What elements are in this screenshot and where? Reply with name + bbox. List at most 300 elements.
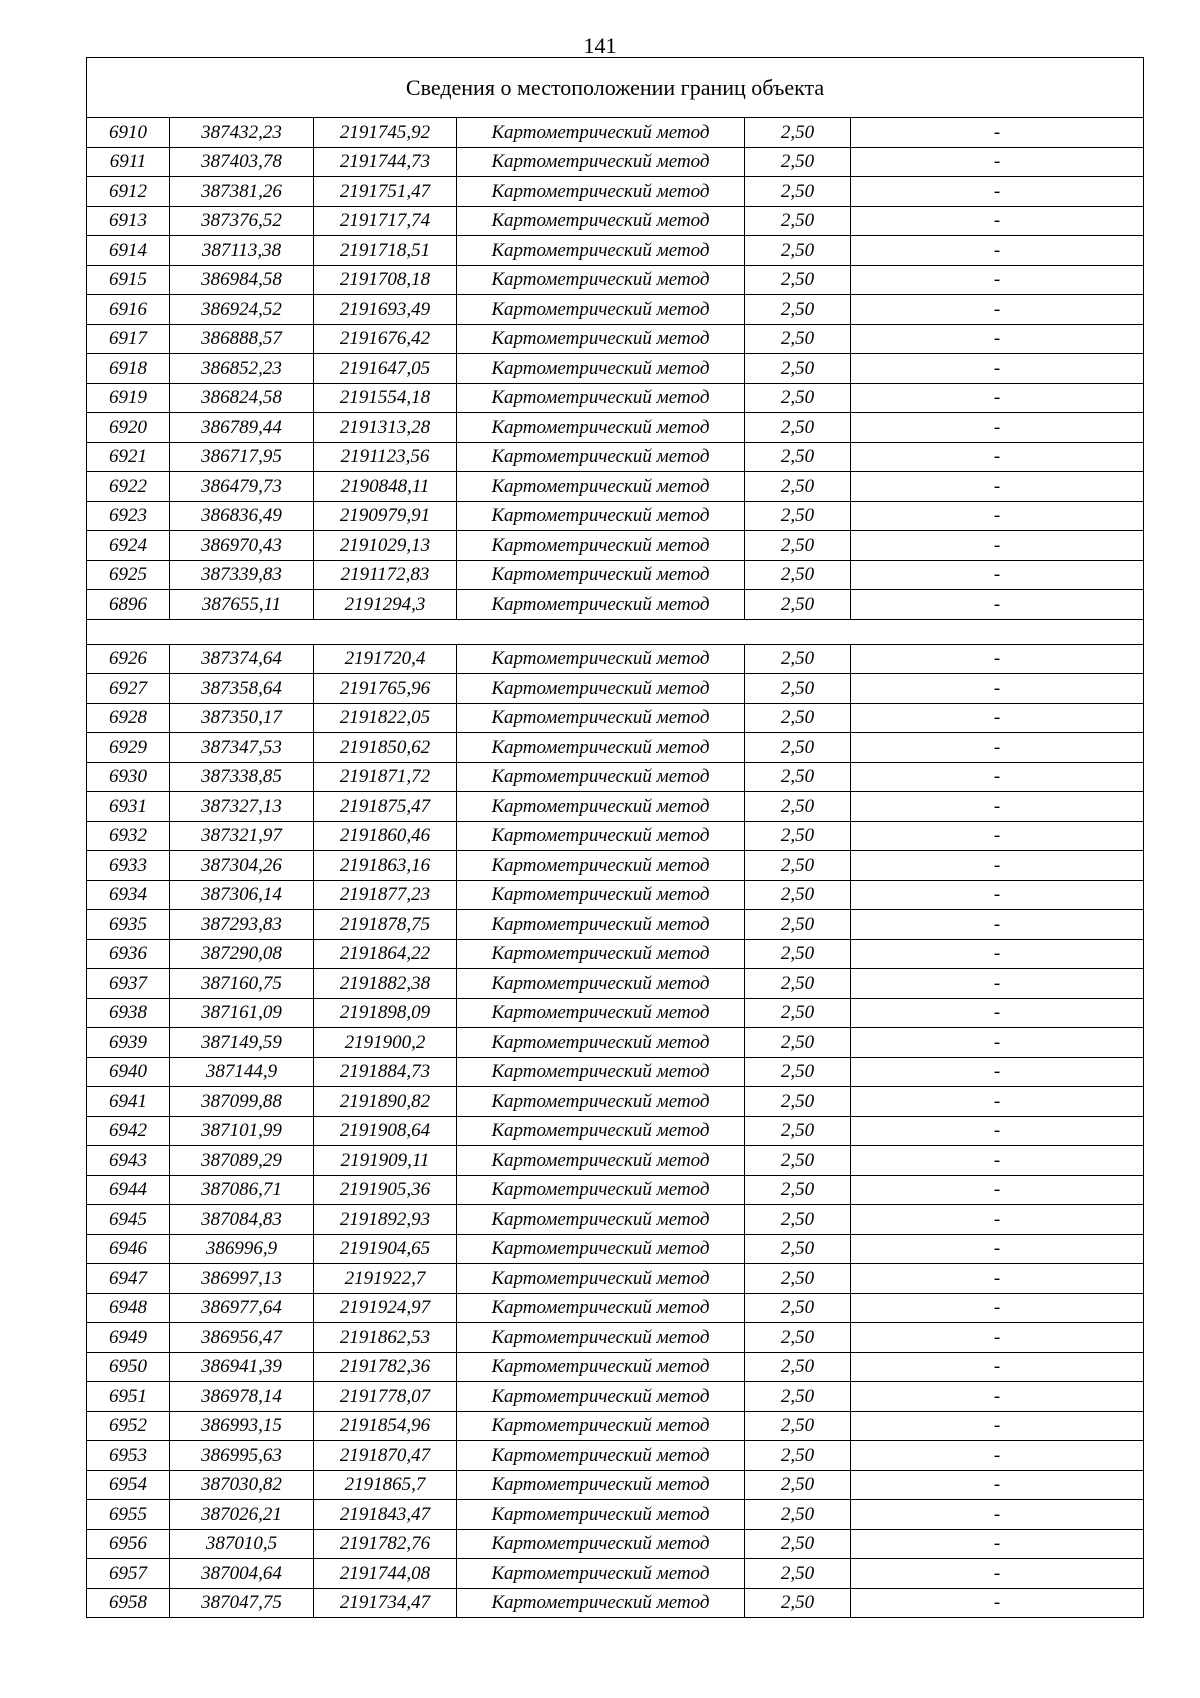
method-cell: Картометрический метод: [457, 1588, 745, 1618]
method-cell: Картометрический метод: [457, 1057, 745, 1087]
precision-cell: 2,50: [745, 762, 851, 792]
precision-cell: 2,50: [745, 472, 851, 502]
y-coordinate-cell: 2191900,2: [314, 1028, 457, 1058]
y-coordinate-cell: 2191908,64: [314, 1116, 457, 1146]
description-cell: -: [851, 1382, 1144, 1412]
y-coordinate-cell: 2191863,16: [314, 851, 457, 881]
description-cell: -: [851, 1559, 1144, 1589]
method-cell: Картометрический метод: [457, 1205, 745, 1235]
method-cell: Картометрический метод: [457, 501, 745, 531]
x-coordinate-cell: 387084,83: [170, 1205, 314, 1235]
y-coordinate-cell: 2191123,56: [314, 442, 457, 472]
x-coordinate-cell: 386924,52: [170, 295, 314, 325]
point-number-cell: 6926: [87, 644, 170, 674]
x-coordinate-cell: 387026,21: [170, 1500, 314, 1530]
method-cell: Картометрический метод: [457, 644, 745, 674]
precision-cell: 2,50: [745, 177, 851, 207]
description-cell: -: [851, 147, 1144, 177]
method-cell: Картометрический метод: [457, 295, 745, 325]
precision-cell: 2,50: [745, 998, 851, 1028]
x-coordinate-cell: 387358,64: [170, 674, 314, 704]
y-coordinate-cell: 2191909,11: [314, 1146, 457, 1176]
y-coordinate-cell: 2191720,4: [314, 644, 457, 674]
x-coordinate-cell: 387304,26: [170, 851, 314, 881]
point-number-cell: 6918: [87, 354, 170, 384]
method-cell: Картометрический метод: [457, 324, 745, 354]
table-row: [87, 644, 1144, 674]
method-cell: Картометрический метод: [457, 413, 745, 443]
y-coordinate-cell: 2191892,93: [314, 1205, 457, 1235]
method-cell: Картометрический метод: [457, 118, 745, 148]
point-number-cell: 6932: [87, 821, 170, 851]
method-cell: Картометрический метод: [457, 265, 745, 295]
y-coordinate-cell: 2191843,47: [314, 1500, 457, 1530]
x-coordinate-cell: 387655,11: [170, 590, 314, 620]
point-number-cell: 6927: [87, 674, 170, 704]
precision-cell: 2,50: [745, 733, 851, 763]
description-cell: -: [851, 1352, 1144, 1382]
y-coordinate-cell: 2191884,73: [314, 1057, 457, 1087]
method-cell: Картометрический метод: [457, 1264, 745, 1294]
precision-cell: 2,50: [745, 1411, 851, 1441]
table-row: [87, 939, 1144, 969]
y-coordinate-cell: 2190979,91: [314, 501, 457, 531]
point-number-cell: 6929: [87, 733, 170, 763]
y-coordinate-cell: 2191890,82: [314, 1087, 457, 1117]
point-number-cell: 6931: [87, 792, 170, 822]
description-cell: -: [851, 354, 1144, 384]
y-coordinate-cell: 2191554,18: [314, 383, 457, 413]
x-coordinate-cell: 387101,99: [170, 1116, 314, 1146]
description-cell: -: [851, 1500, 1144, 1530]
precision-cell: 2,50: [745, 1352, 851, 1382]
description-cell: -: [851, 762, 1144, 792]
table-row: [87, 1116, 1144, 1146]
point-number-cell: 6913: [87, 206, 170, 236]
method-cell: Картометрический метод: [457, 674, 745, 704]
y-coordinate-cell: 2191898,09: [314, 998, 457, 1028]
x-coordinate-cell: 386888,57: [170, 324, 314, 354]
method-cell: Картометрический метод: [457, 1175, 745, 1205]
table-row: [87, 733, 1144, 763]
x-coordinate-cell: 387403,78: [170, 147, 314, 177]
table-row: [87, 413, 1144, 443]
table-row: [87, 147, 1144, 177]
point-number-cell: 6911: [87, 147, 170, 177]
x-coordinate-cell: 387347,53: [170, 733, 314, 763]
description-cell: -: [851, 265, 1144, 295]
table-row: [87, 1028, 1144, 1058]
description-cell: -: [851, 1470, 1144, 1500]
group-separator-row: [87, 619, 1144, 644]
method-cell: Картометрический метод: [457, 1559, 745, 1589]
table-row: [87, 1559, 1144, 1589]
description-cell: -: [851, 1529, 1144, 1559]
precision-cell: 2,50: [745, 1382, 851, 1412]
method-cell: Картометрический метод: [457, 1028, 745, 1058]
precision-cell: 2,50: [745, 821, 851, 851]
precision-cell: 2,50: [745, 1441, 851, 1471]
precision-cell: 2,50: [745, 1264, 851, 1294]
precision-cell: 2,50: [745, 880, 851, 910]
description-cell: -: [851, 880, 1144, 910]
table-row: [87, 177, 1144, 207]
method-cell: Картометрический метод: [457, 851, 745, 881]
precision-cell: 2,50: [745, 910, 851, 940]
point-number-cell: 6939: [87, 1028, 170, 1058]
precision-cell: 2,50: [745, 236, 851, 266]
method-cell: Картометрический метод: [457, 531, 745, 561]
description-cell: -: [851, 1175, 1144, 1205]
precision-cell: 2,50: [745, 1588, 851, 1618]
description-cell: -: [851, 118, 1144, 148]
x-coordinate-cell: 387161,09: [170, 998, 314, 1028]
x-coordinate-cell: 387089,29: [170, 1146, 314, 1176]
description-cell: -: [851, 910, 1144, 940]
point-number-cell: 6944: [87, 1175, 170, 1205]
precision-cell: 2,50: [745, 118, 851, 148]
point-number-cell: 6920: [87, 413, 170, 443]
method-cell: Картометрический метод: [457, 1087, 745, 1117]
x-coordinate-cell: 386984,58: [170, 265, 314, 295]
y-coordinate-cell: 2191778,07: [314, 1382, 457, 1412]
table-row: [87, 703, 1144, 733]
y-coordinate-cell: 2191782,76: [314, 1529, 457, 1559]
point-number-cell: 6953: [87, 1441, 170, 1471]
table-row: [87, 1352, 1144, 1382]
point-number-cell: 6922: [87, 472, 170, 502]
description-cell: -: [851, 1116, 1144, 1146]
point-number-cell: 6936: [87, 939, 170, 969]
point-number-cell: 6945: [87, 1205, 170, 1235]
y-coordinate-cell: 2191029,13: [314, 531, 457, 561]
x-coordinate-cell: 386970,43: [170, 531, 314, 561]
method-cell: Картометрический метод: [457, 1411, 745, 1441]
y-coordinate-cell: 2191875,47: [314, 792, 457, 822]
y-coordinate-cell: 2191904,65: [314, 1234, 457, 1264]
precision-cell: 2,50: [745, 939, 851, 969]
x-coordinate-cell: 387350,17: [170, 703, 314, 733]
point-number-cell: 6940: [87, 1057, 170, 1087]
point-number-cell: 6952: [87, 1411, 170, 1441]
group-separator-cell: [87, 619, 1144, 644]
table-row: [87, 383, 1144, 413]
table-row: [87, 118, 1144, 148]
x-coordinate-cell: 387321,97: [170, 821, 314, 851]
description-cell: -: [851, 1028, 1144, 1058]
description-cell: -: [851, 560, 1144, 590]
description-cell: -: [851, 590, 1144, 620]
table-row: [87, 472, 1144, 502]
description-cell: -: [851, 969, 1144, 999]
y-coordinate-cell: 2191862,53: [314, 1323, 457, 1353]
table-row: [87, 792, 1144, 822]
point-number-cell: 6942: [87, 1116, 170, 1146]
precision-cell: 2,50: [745, 1470, 851, 1500]
description-cell: -: [851, 1411, 1144, 1441]
description-cell: -: [851, 792, 1144, 822]
point-number-cell: 6958: [87, 1588, 170, 1618]
table-row: [87, 1529, 1144, 1559]
x-coordinate-cell: 387338,85: [170, 762, 314, 792]
point-number-cell: 6912: [87, 177, 170, 207]
y-coordinate-cell: 2191647,05: [314, 354, 457, 384]
y-coordinate-cell: 2191676,42: [314, 324, 457, 354]
x-coordinate-cell: 386997,13: [170, 1264, 314, 1294]
point-number-cell: 6956: [87, 1529, 170, 1559]
x-coordinate-cell: 387290,08: [170, 939, 314, 969]
y-coordinate-cell: 2191860,46: [314, 821, 457, 851]
y-coordinate-cell: 2191922,7: [314, 1264, 457, 1294]
method-cell: Картометрический метод: [457, 703, 745, 733]
method-cell: Картометрический метод: [457, 1116, 745, 1146]
x-coordinate-cell: 386479,73: [170, 472, 314, 502]
y-coordinate-cell: 2191751,47: [314, 177, 457, 207]
y-coordinate-cell: 2191717,74: [314, 206, 457, 236]
description-cell: -: [851, 442, 1144, 472]
method-cell: Картометрический метод: [457, 354, 745, 384]
table-row: [87, 1382, 1144, 1412]
table-row: [87, 1323, 1144, 1353]
table-row: [87, 236, 1144, 266]
description-cell: -: [851, 1323, 1144, 1353]
table-row: [87, 1470, 1144, 1500]
table-body: [87, 58, 1144, 1618]
y-coordinate-cell: 2191744,73: [314, 147, 457, 177]
x-coordinate-cell: 386717,95: [170, 442, 314, 472]
table-row: [87, 1588, 1144, 1618]
point-number-cell: 6925: [87, 560, 170, 590]
precision-cell: 2,50: [745, 644, 851, 674]
description-cell: -: [851, 821, 1144, 851]
y-coordinate-cell: 2191172,83: [314, 560, 457, 590]
table-row: [87, 265, 1144, 295]
table-row: [87, 880, 1144, 910]
method-cell: Картометрический метод: [457, 236, 745, 266]
description-cell: -: [851, 1441, 1144, 1471]
precision-cell: 2,50: [745, 265, 851, 295]
y-coordinate-cell: 2191294,3: [314, 590, 457, 620]
method-cell: Картометрический метод: [457, 1146, 745, 1176]
method-cell: Картометрический метод: [457, 792, 745, 822]
x-coordinate-cell: 387339,83: [170, 560, 314, 590]
point-number-cell: 6941: [87, 1087, 170, 1117]
point-number-cell: 6916: [87, 295, 170, 325]
y-coordinate-cell: 2190848,11: [314, 472, 457, 502]
y-coordinate-cell: 2191745,92: [314, 118, 457, 148]
precision-cell: 2,50: [745, 1323, 851, 1353]
precision-cell: 2,50: [745, 295, 851, 325]
x-coordinate-cell: 386789,44: [170, 413, 314, 443]
table-row: [87, 590, 1144, 620]
method-cell: Картометрический метод: [457, 821, 745, 851]
point-number-cell: 6946: [87, 1234, 170, 1264]
y-coordinate-cell: 2191822,05: [314, 703, 457, 733]
description-cell: -: [851, 851, 1144, 881]
boundary-coordinates-table: [86, 57, 1144, 1618]
point-number-cell: 6955: [87, 1500, 170, 1530]
x-coordinate-cell: 387144,9: [170, 1057, 314, 1087]
precision-cell: 2,50: [745, 442, 851, 472]
table-row: [87, 969, 1144, 999]
precision-cell: 2,50: [745, 1559, 851, 1589]
method-cell: Картометрический метод: [457, 1470, 745, 1500]
description-cell: -: [851, 531, 1144, 561]
y-coordinate-cell: 2191744,08: [314, 1559, 457, 1589]
point-number-cell: 6935: [87, 910, 170, 940]
method-cell: Картометрический метод: [457, 147, 745, 177]
x-coordinate-cell: 386996,9: [170, 1234, 314, 1264]
table-row: [87, 910, 1144, 940]
point-number-cell: 6917: [87, 324, 170, 354]
precision-cell: 2,50: [745, 1500, 851, 1530]
table-row: [87, 531, 1144, 561]
x-coordinate-cell: 386941,39: [170, 1352, 314, 1382]
precision-cell: 2,50: [745, 354, 851, 384]
method-cell: Картометрический метод: [457, 560, 745, 590]
precision-cell: 2,50: [745, 590, 851, 620]
x-coordinate-cell: 387327,13: [170, 792, 314, 822]
x-coordinate-cell: 387376,52: [170, 206, 314, 236]
precision-cell: 2,50: [745, 851, 851, 881]
precision-cell: 2,50: [745, 147, 851, 177]
y-coordinate-cell: 2191693,49: [314, 295, 457, 325]
y-coordinate-cell: 2191708,18: [314, 265, 457, 295]
y-coordinate-cell: 2191882,38: [314, 969, 457, 999]
table-row: [87, 354, 1144, 384]
description-cell: -: [851, 383, 1144, 413]
table-row: [87, 1293, 1144, 1323]
x-coordinate-cell: 387004,64: [170, 1559, 314, 1589]
table-row: [87, 1500, 1144, 1530]
description-cell: -: [851, 324, 1144, 354]
x-coordinate-cell: 386824,58: [170, 383, 314, 413]
description-cell: -: [851, 501, 1144, 531]
description-cell: -: [851, 939, 1144, 969]
table-row: [87, 1264, 1144, 1294]
method-cell: Картометрический метод: [457, 880, 745, 910]
method-cell: Картометрический метод: [457, 762, 745, 792]
precision-cell: 2,50: [745, 531, 851, 561]
x-coordinate-cell: 387306,14: [170, 880, 314, 910]
table-row: [87, 1205, 1144, 1235]
point-number-cell: 6954: [87, 1470, 170, 1500]
method-cell: Картометрический метод: [457, 1529, 745, 1559]
precision-cell: 2,50: [745, 206, 851, 236]
x-coordinate-cell: 387113,38: [170, 236, 314, 266]
x-coordinate-cell: 386978,14: [170, 1382, 314, 1412]
point-number-cell: 6896: [87, 590, 170, 620]
description-cell: -: [851, 1234, 1144, 1264]
table-row: [87, 1146, 1144, 1176]
x-coordinate-cell: 386977,64: [170, 1293, 314, 1323]
method-cell: Картометрический метод: [457, 939, 745, 969]
table-row: [87, 1234, 1144, 1264]
y-coordinate-cell: 2191905,36: [314, 1175, 457, 1205]
precision-cell: 2,50: [745, 674, 851, 704]
method-cell: Картометрический метод: [457, 1500, 745, 1530]
method-cell: Картометрический метод: [457, 1352, 745, 1382]
point-number-cell: 6921: [87, 442, 170, 472]
point-number-cell: 6924: [87, 531, 170, 561]
y-coordinate-cell: 2191870,47: [314, 1441, 457, 1471]
point-number-cell: 6948: [87, 1293, 170, 1323]
x-coordinate-cell: 386956,47: [170, 1323, 314, 1353]
y-coordinate-cell: 2191871,72: [314, 762, 457, 792]
method-cell: Картометрический метод: [457, 998, 745, 1028]
precision-cell: 2,50: [745, 383, 851, 413]
page-number: 141: [583, 33, 617, 58]
point-number-cell: 6919: [87, 383, 170, 413]
point-number-cell: 6914: [87, 236, 170, 266]
point-number-cell: 6949: [87, 1323, 170, 1353]
description-cell: -: [851, 644, 1144, 674]
y-coordinate-cell: 2191878,75: [314, 910, 457, 940]
point-number-cell: 6951: [87, 1382, 170, 1412]
precision-cell: 2,50: [745, 413, 851, 443]
description-cell: -: [851, 1205, 1144, 1235]
x-coordinate-cell: 387293,83: [170, 910, 314, 940]
table-title: Сведения о местоположении границ объекта: [87, 58, 1144, 118]
y-coordinate-cell: 2191865,7: [314, 1470, 457, 1500]
description-cell: -: [851, 998, 1144, 1028]
y-coordinate-cell: 2191765,96: [314, 674, 457, 704]
y-coordinate-cell: 2191854,96: [314, 1411, 457, 1441]
y-coordinate-cell: 2191718,51: [314, 236, 457, 266]
description-cell: -: [851, 236, 1144, 266]
precision-cell: 2,50: [745, 1175, 851, 1205]
x-coordinate-cell: 387381,26: [170, 177, 314, 207]
table-title-row: [87, 58, 1144, 118]
method-cell: Картометрический метод: [457, 733, 745, 763]
description-cell: -: [851, 703, 1144, 733]
method-cell: Картометрический метод: [457, 383, 745, 413]
description-cell: -: [851, 1146, 1144, 1176]
table-row: [87, 501, 1144, 531]
y-coordinate-cell: 2191864,22: [314, 939, 457, 969]
description-cell: -: [851, 1057, 1144, 1087]
point-number-cell: 6947: [87, 1264, 170, 1294]
table-row: [87, 442, 1144, 472]
x-coordinate-cell: 387374,64: [170, 644, 314, 674]
y-coordinate-cell: 2191782,36: [314, 1352, 457, 1382]
method-cell: Картометрический метод: [457, 1234, 745, 1264]
table-row: [87, 295, 1144, 325]
table-row: [87, 821, 1144, 851]
precision-cell: 2,50: [745, 1529, 851, 1559]
x-coordinate-cell: 387030,82: [170, 1470, 314, 1500]
precision-cell: 2,50: [745, 501, 851, 531]
description-cell: -: [851, 1588, 1144, 1618]
precision-cell: 2,50: [745, 1028, 851, 1058]
method-cell: Картометрический метод: [457, 442, 745, 472]
description-cell: -: [851, 472, 1144, 502]
x-coordinate-cell: 387047,75: [170, 1588, 314, 1618]
point-number-cell: 6950: [87, 1352, 170, 1382]
method-cell: Картометрический метод: [457, 1293, 745, 1323]
point-number-cell: 6938: [87, 998, 170, 1028]
y-coordinate-cell: 2191734,47: [314, 1588, 457, 1618]
precision-cell: 2,50: [745, 792, 851, 822]
table-row: [87, 1087, 1144, 1117]
x-coordinate-cell: 387149,59: [170, 1028, 314, 1058]
table-row: [87, 1441, 1144, 1471]
x-coordinate-cell: 387160,75: [170, 969, 314, 999]
precision-cell: 2,50: [745, 1057, 851, 1087]
description-cell: -: [851, 674, 1144, 704]
x-coordinate-cell: 386836,49: [170, 501, 314, 531]
table-row: [87, 1411, 1144, 1441]
